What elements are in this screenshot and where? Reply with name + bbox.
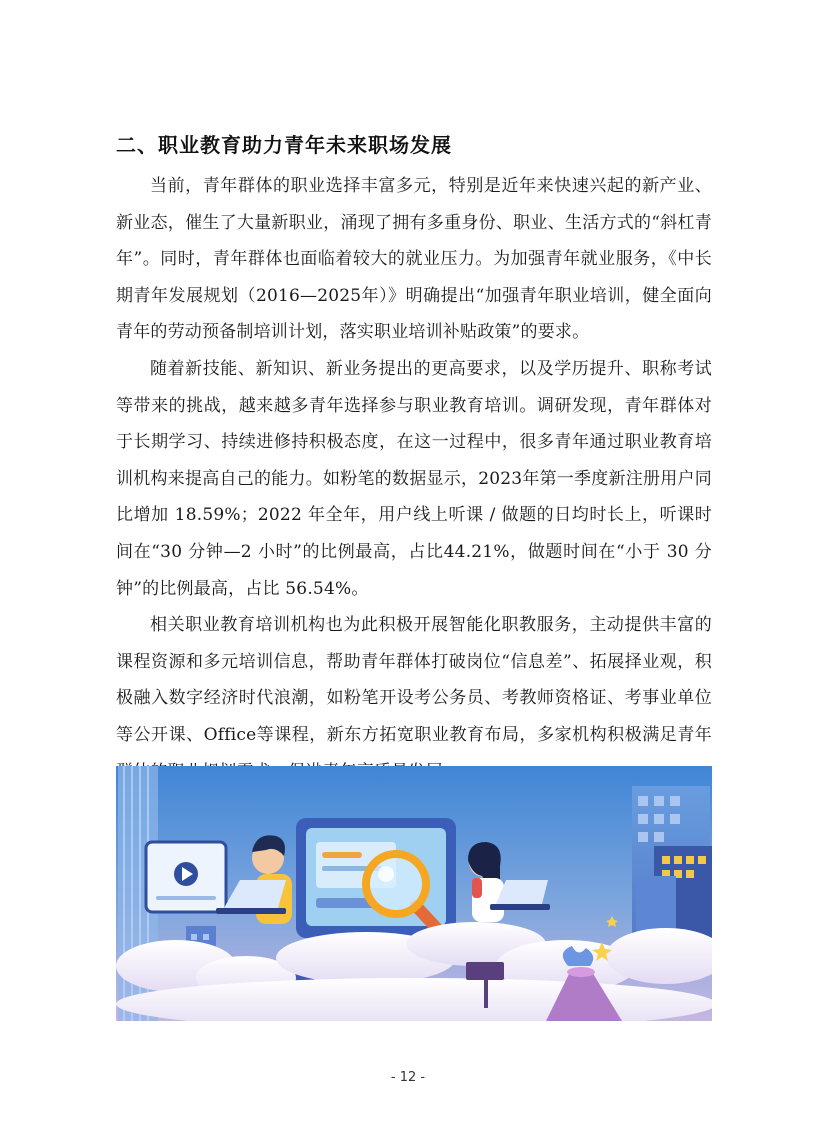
paragraph-1: 当前，青年群体的职业选择丰富多元，特别是近年来快速兴起的新产业、新业态，催生了大量新职业，涌现了拥有多重身份、职业、生活方式的“斜杠青年”。同时，青年群体也面临着较大的就业压力。为加强青年就业服务，《中长期青年发展规划（2016—2025年）》明确提出“加强青年职业培训，健全面向青年的劳动预备制培训计划，落实职业培训补贴政策”的要求。 (116, 176, 712, 343)
video-player-icon (146, 842, 226, 912)
paragraph-3: 相关职业教育培训机构也为此积极开展智能化职教服务，主动提供丰富的课程资源和多元培训信息，帮助青年群体打破岗位“信息差”、拓展择业观，积极融入数字经济时代浪潮，如粉笔开设考公务员、考教师资格证、考事业单位等公开课、Office等课程，新东方拓宽职业教育布局，多家机构积极满足青年 (116, 615, 712, 745)
page-number: - 12 - (390, 1070, 426, 1085)
online-learning-illustration (116, 766, 712, 1021)
paragraph-2: 随着新技能、新知识、新业务提出的更高要求，以及学历提升、职称考试等带来的挑战，越来越多青年选择参与职业教育培训。调研发现，青年群体对于长期学习、持续进修持积极态度，在这一过程中，很多青年通过职业教育培训机构来提高自己的能力。如粉笔的数据显示，2023年第一季度新注册用户同比增加 18.59%；2022 年全年，用户线上听课 / 做题的日均时长上，听课时间在“30 分钟—2 小时”的比例最高，占比44.21%，做题时间在“小于 30 分钟”的比例最高，占比 56.54%。 (116, 358, 712, 599)
body-text (116, 168, 712, 790)
section-heading: 二、职业教育助力青年未来职场发展 (116, 133, 452, 157)
illustration-svg (116, 766, 712, 1021)
